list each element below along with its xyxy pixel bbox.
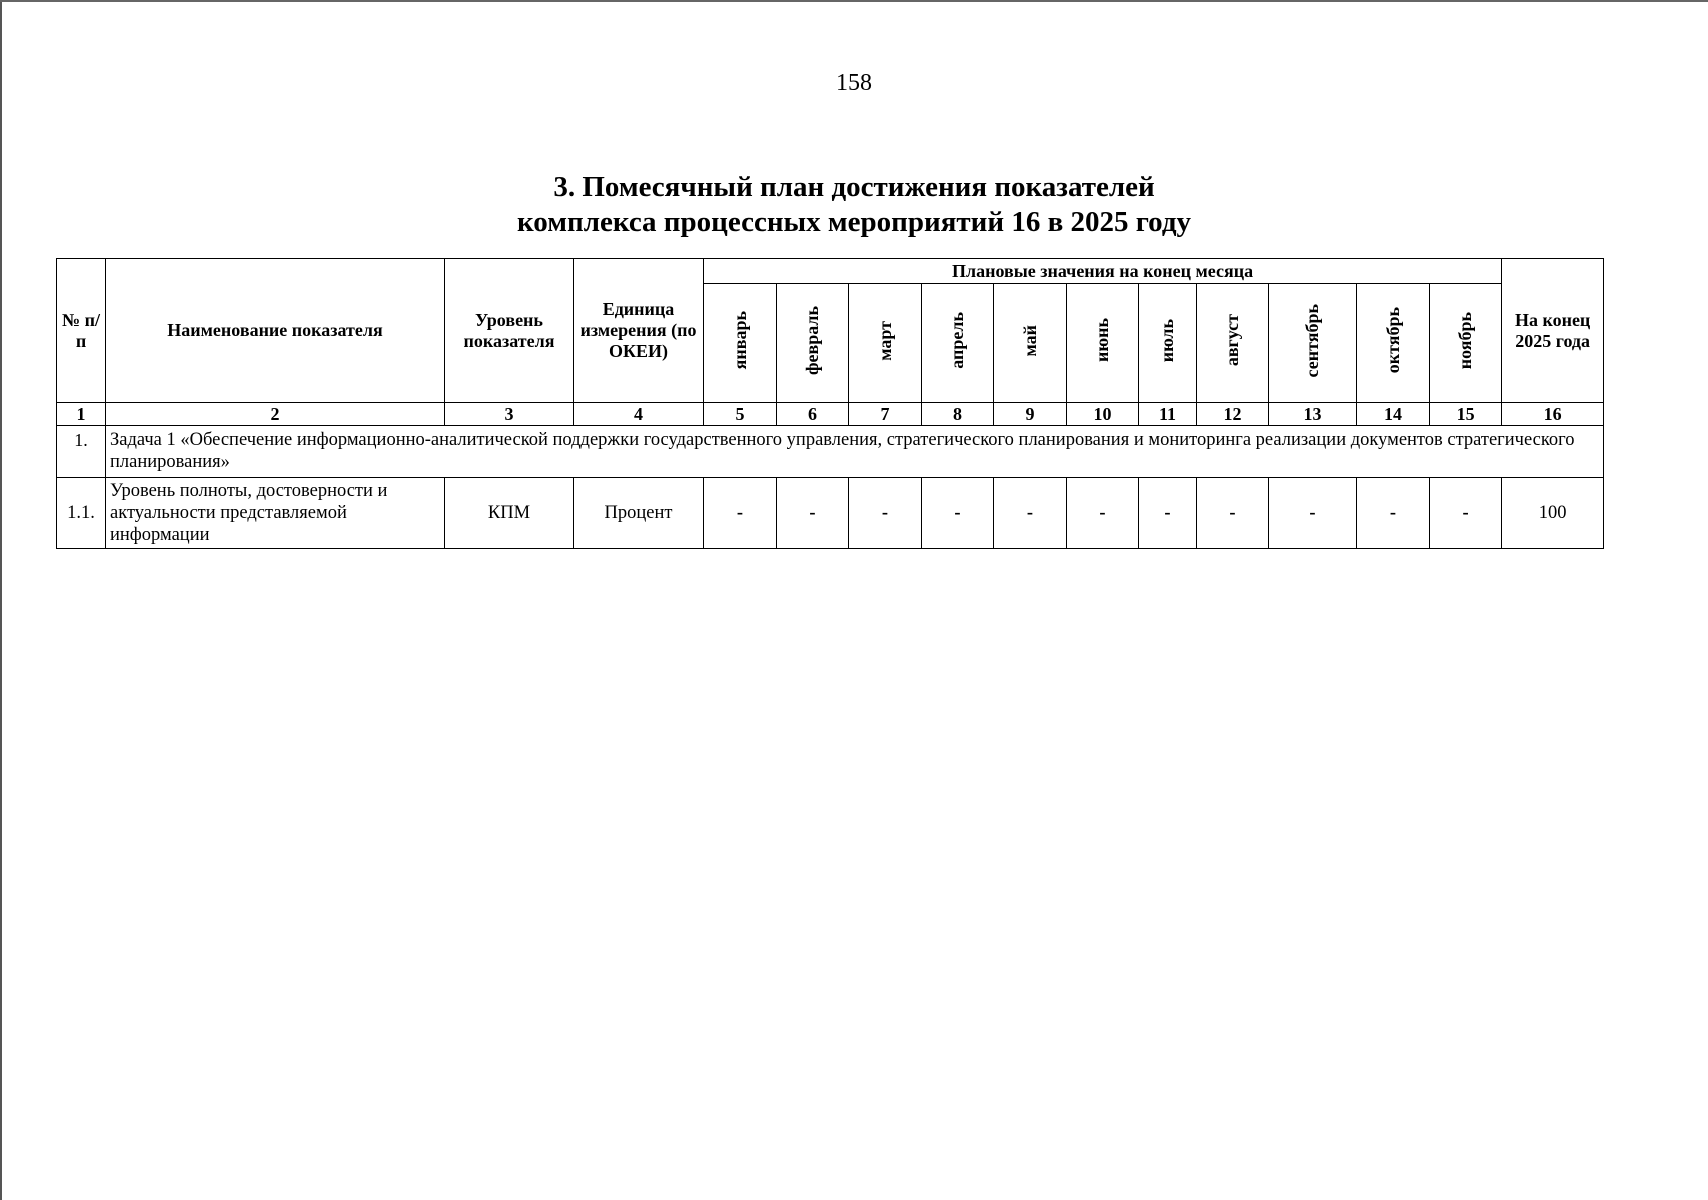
month-value: - — [1430, 478, 1502, 549]
table-row — [57, 478, 1604, 549]
header-num: № п/п — [57, 259, 106, 403]
month-value: - — [1139, 478, 1197, 549]
column-number: 7 — [849, 403, 922, 426]
task-row — [57, 426, 1604, 478]
scan-edge-top — [0, 0, 1708, 2]
column-number: 3 — [445, 403, 574, 426]
column-number: 8 — [922, 403, 994, 426]
header-unit: Единица измерения (по ОКЕИ) — [574, 259, 704, 403]
month-value: - — [994, 478, 1067, 549]
header-month: февраль — [777, 284, 849, 403]
header-name: Наименование показателя — [106, 259, 445, 403]
header-month: октябрь — [1357, 284, 1430, 403]
header-month: август — [1197, 284, 1269, 403]
column-number: 15 — [1430, 403, 1502, 426]
monthly-plan-table — [56, 258, 1604, 549]
column-number: 6 — [777, 403, 849, 426]
month-value: - — [1067, 478, 1139, 549]
month-value: - — [1357, 478, 1430, 549]
column-number: 11 — [1139, 403, 1197, 426]
column-number: 13 — [1269, 403, 1357, 426]
task-description: Задача 1 «Обеспечение информационно-аналитической поддержки государственного управления, стратегического планирования и мониторинга реализации документов стратегического планирования» — [106, 426, 1604, 478]
column-number: 14 — [1357, 403, 1430, 426]
column-number: 5 — [704, 403, 777, 426]
month-value: - — [1269, 478, 1357, 549]
header-month: апрель — [922, 284, 994, 403]
header-month: сентябрь — [1269, 284, 1357, 403]
column-number: 4 — [574, 403, 704, 426]
column-number: 10 — [1067, 403, 1139, 426]
column-number: 9 — [994, 403, 1067, 426]
month-value: - — [704, 478, 777, 549]
column-number: 1 — [57, 403, 106, 426]
column-number: 12 — [1197, 403, 1269, 426]
page-number: 158 — [836, 70, 872, 96]
indicator-name: Уровень полноты, достоверности и актуальности представляемой информации — [106, 478, 445, 549]
column-number-row — [57, 403, 1604, 426]
month-value: - — [777, 478, 849, 549]
indicator-level: КПМ — [445, 478, 574, 549]
column-number: 2 — [106, 403, 445, 426]
task-number: 1. — [57, 426, 106, 478]
title-line-1: 3. Помесячный план достижения показателей — [553, 171, 1155, 203]
header-year-end: На конец 2025 года — [1502, 259, 1604, 403]
header-month: январь — [704, 284, 777, 403]
column-number: 16 — [1502, 403, 1604, 426]
header-month: март — [849, 284, 922, 403]
indicator-unit: Процент — [574, 478, 704, 549]
document-title — [0, 170, 1708, 240]
header-month: июнь — [1067, 284, 1139, 403]
header-level: Уровень показателя — [445, 259, 574, 403]
month-value: - — [849, 478, 922, 549]
header-month: ноябрь — [1430, 284, 1502, 403]
year-end-value: 100 — [1502, 478, 1604, 549]
header-planned-values: Плановые значения на конец месяца — [704, 259, 1502, 284]
row-number: 1.1. — [57, 478, 106, 549]
month-value: - — [922, 478, 994, 549]
header-month: июль — [1139, 284, 1197, 403]
header-row-top — [57, 259, 1604, 284]
header-month: май — [994, 284, 1067, 403]
month-value: - — [1197, 478, 1269, 549]
title-line-2: комплекса процессных мероприятий 16 в 2025 году — [516, 206, 1192, 238]
